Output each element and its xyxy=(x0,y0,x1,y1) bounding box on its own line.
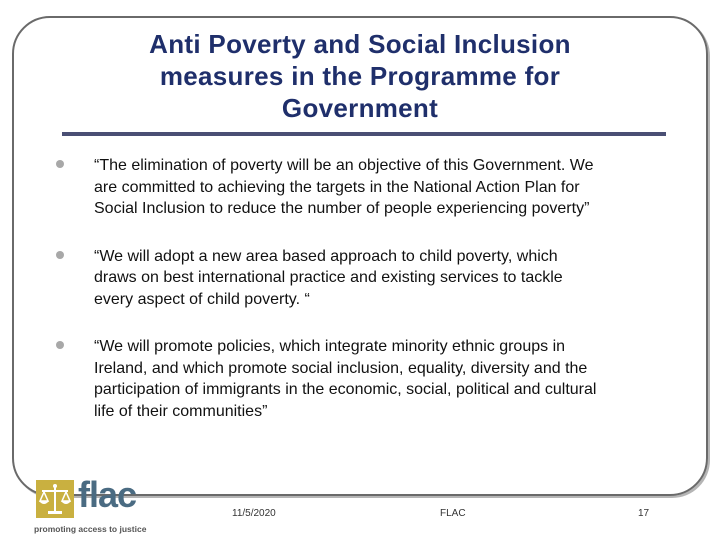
bullet-dot-icon xyxy=(56,251,64,259)
bullet-text xyxy=(94,246,672,311)
bullet-line: “We will adopt a new area based approach to child poverty, which xyxy=(94,247,558,265)
bullet-line: Ireland, and which promote social inclusion, equality, diversity and the xyxy=(94,359,588,377)
bullet-text xyxy=(94,336,672,422)
slide-title xyxy=(60,28,660,124)
bullet-line: life of their communities” xyxy=(94,402,268,420)
bullet-line: Social Inclusion to reduce the number of people experiencing poverty” xyxy=(94,200,590,217)
bullet-line: are committed to achieving the targets in the National Action Plan for xyxy=(94,178,580,196)
flac-logo xyxy=(32,474,147,536)
bullet-dot-icon xyxy=(56,341,64,349)
bullet-line: participation of immigrants in the economic, social, political and cultural xyxy=(94,381,597,398)
title-line: measures in the Programme for xyxy=(159,61,561,91)
bullet-line: draws on best international practice and existing services to tackle xyxy=(94,269,563,286)
bullet-list xyxy=(52,155,672,448)
page-number: 17 xyxy=(638,508,650,519)
bullet-text xyxy=(94,155,672,220)
bullet-item xyxy=(52,336,672,422)
bullet-line: “The elimination of poverty will be an objective of this Government. We xyxy=(94,157,594,174)
bullet-line: every aspect of child poverty. “ xyxy=(94,290,310,308)
title-line: Anti Poverty and Social Inclusion xyxy=(149,29,571,59)
logo-wordmark: flac xyxy=(78,474,137,515)
bullet-item xyxy=(52,155,672,220)
footer-center-text: FLAC xyxy=(440,508,466,519)
bullet-dot-icon xyxy=(56,160,64,168)
logo-tagline: promoting access to justice xyxy=(34,524,147,534)
title-line: Government xyxy=(281,93,439,123)
bullet-item xyxy=(52,246,672,311)
title-divider xyxy=(62,132,666,136)
footer-date: 11/5/2020 xyxy=(232,508,276,519)
scales-of-justice-icon xyxy=(36,480,74,518)
bullet-line: “We will promote policies, which integrate minority ethnic groups in xyxy=(94,338,566,355)
